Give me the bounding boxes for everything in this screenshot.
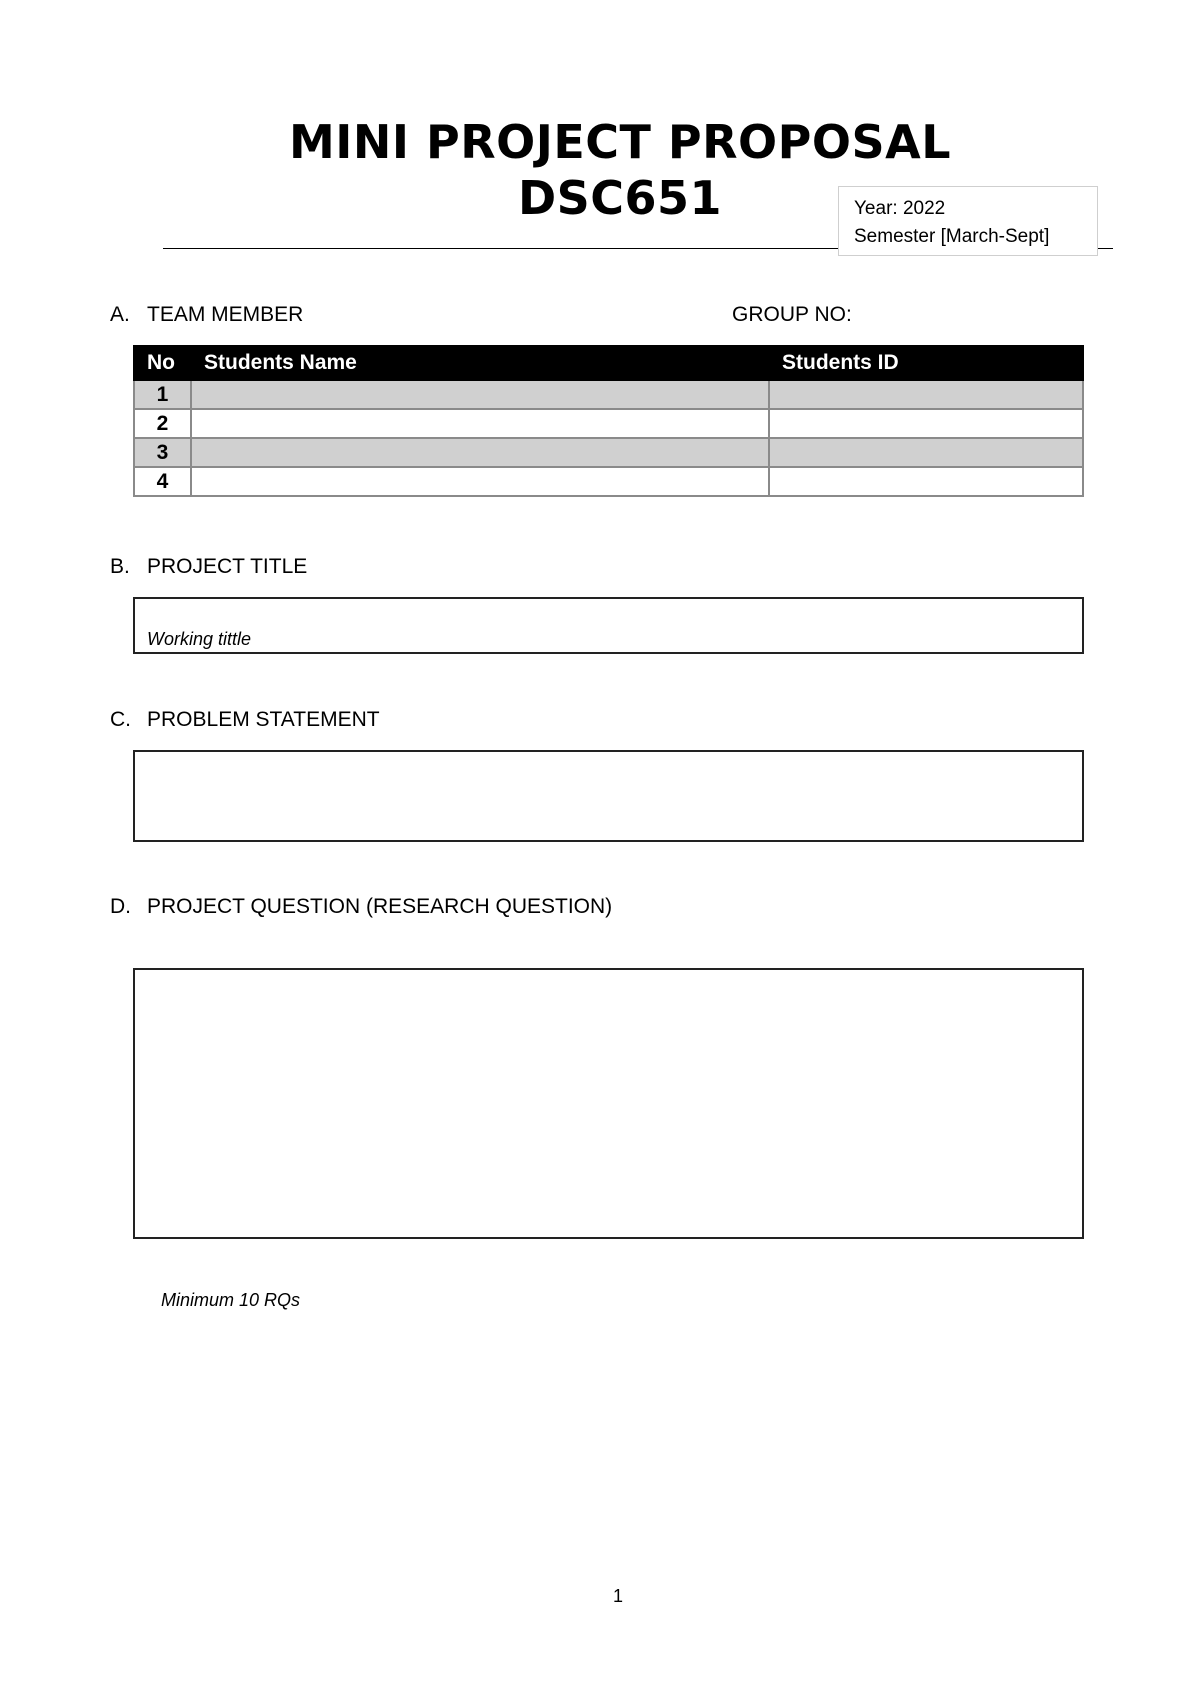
- row-number: 1: [134, 380, 191, 409]
- student-name-cell[interactable]: [191, 467, 769, 496]
- student-id-cell[interactable]: [769, 380, 1083, 409]
- section-b-heading: [110, 554, 307, 580]
- student-name-cell[interactable]: [191, 380, 769, 409]
- section-a-heading: [110, 302, 303, 328]
- section-a-label: TEAM MEMBER: [147, 303, 304, 326]
- section-c-letter: C.: [110, 708, 131, 731]
- table-row: [134, 438, 1083, 467]
- row-number: 2: [134, 409, 191, 438]
- semester-label: Semester [March-Sept]: [854, 226, 1050, 247]
- student-name-cell[interactable]: [191, 438, 769, 467]
- table-header-row: [134, 346, 1083, 380]
- year-semester-box: [838, 186, 1098, 256]
- table-row: [134, 409, 1083, 438]
- document-title: MINI PROJECT PROPOSAL: [288, 115, 952, 169]
- row-number: 4: [134, 467, 191, 496]
- section-b-letter: B.: [110, 555, 130, 578]
- column-header-no: No: [134, 346, 191, 380]
- column-header-students-name: Students Name: [191, 346, 769, 380]
- section-c-heading: [110, 707, 380, 733]
- section-c-label: PROBLEM STATEMENT: [147, 708, 380, 731]
- team-member-table: [133, 345, 1084, 497]
- row-number: 3: [134, 438, 191, 467]
- problem-statement-field[interactable]: [133, 750, 1084, 842]
- section-d-letter: D.: [110, 895, 131, 918]
- section-b-label: PROJECT TITLE: [147, 555, 308, 578]
- research-question-field[interactable]: [133, 968, 1084, 1239]
- table-row: [134, 380, 1083, 409]
- page-number: 1: [612, 1586, 623, 1606]
- column-header-students-id: Students ID: [769, 346, 1083, 380]
- table-row: [134, 467, 1083, 496]
- student-id-cell[interactable]: [769, 438, 1083, 467]
- minimum-rq-note: Minimum 10 RQs: [161, 1290, 301, 1310]
- course-code: DSC651: [517, 171, 723, 225]
- section-d-label: PROJECT QUESTION (RESEARCH QUESTION): [147, 895, 613, 918]
- student-id-cell[interactable]: [769, 409, 1083, 438]
- section-d-heading: [110, 894, 612, 920]
- group-no-label: GROUP NO:: [732, 303, 852, 326]
- year-label: Year: 2022: [854, 198, 946, 219]
- project-title-field[interactable]: [133, 597, 1084, 654]
- student-name-cell[interactable]: [191, 409, 769, 438]
- student-id-cell[interactable]: [769, 467, 1083, 496]
- section-a-letter: A.: [110, 303, 130, 326]
- working-title-hint: Working tittle: [147, 629, 252, 649]
